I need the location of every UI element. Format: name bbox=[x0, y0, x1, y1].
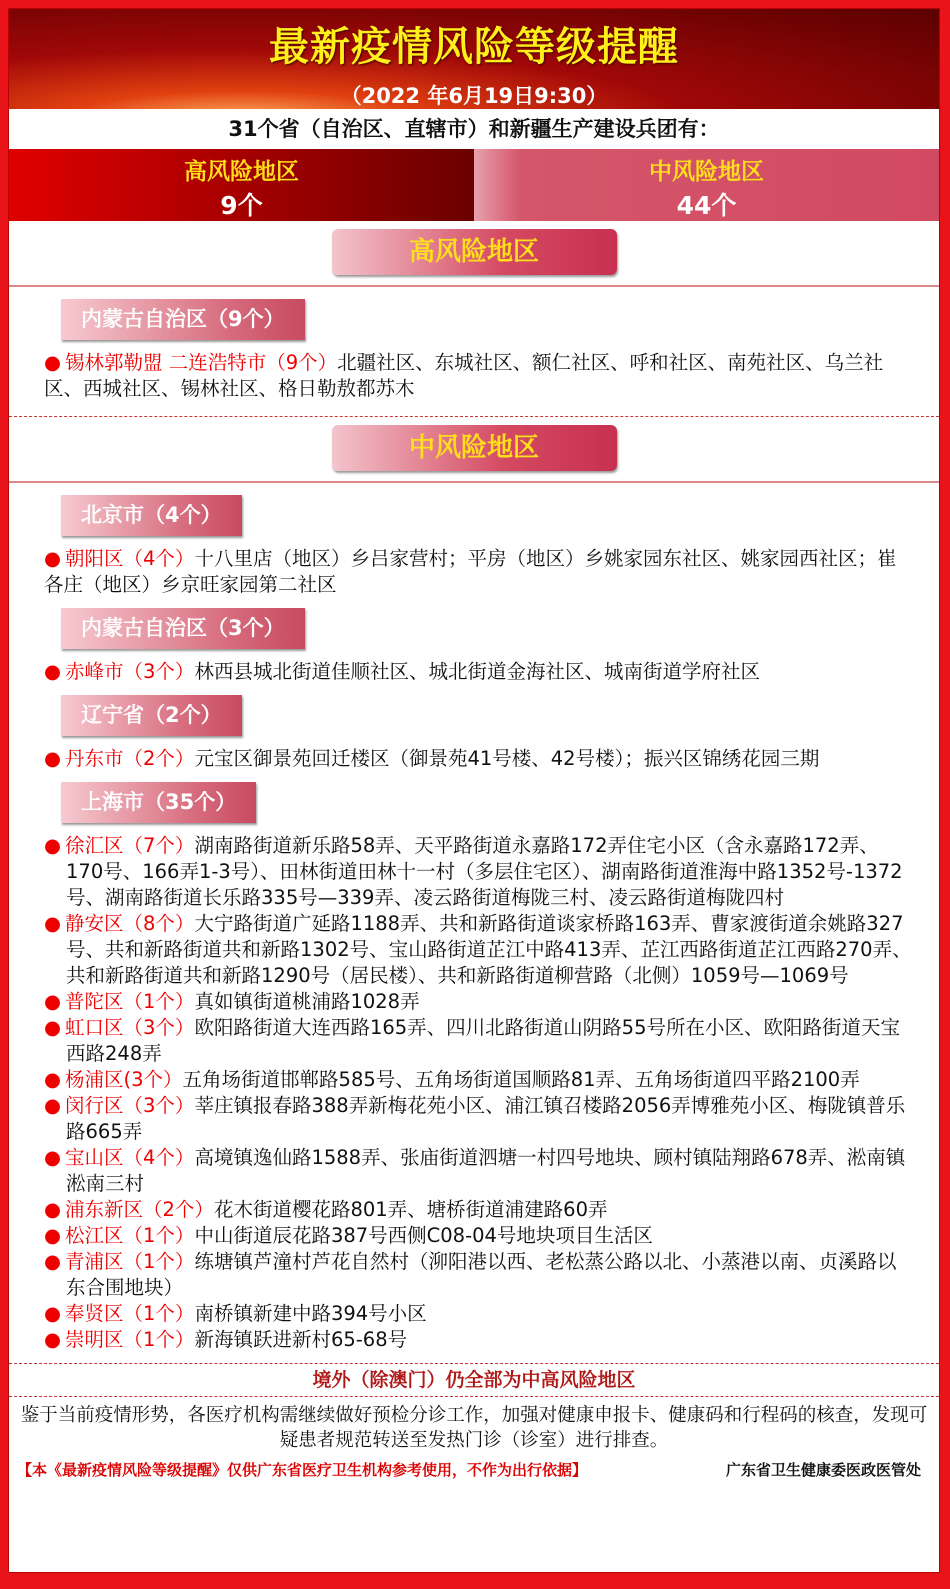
district-item bbox=[44, 1327, 913, 1353]
district-item bbox=[44, 911, 913, 989]
district-areas: 花木街道樱花路801弄、塘桥街道浦建路60弄 bbox=[213, 1198, 608, 1221]
district-item bbox=[44, 746, 913, 772]
mid-risk-section bbox=[9, 425, 939, 1353]
bullet-icon: ● bbox=[44, 834, 62, 857]
mid-risk-count: 44个 bbox=[676, 191, 737, 220]
district-name: 朝阳区（4个） bbox=[65, 547, 195, 570]
district-list bbox=[9, 833, 939, 1353]
district-name: 崇明区（1个） bbox=[65, 1328, 195, 1351]
province-block bbox=[9, 495, 939, 536]
district-areas: 林西县城北街道佳顺社区、城北街道金海社区、城南街道学府社区 bbox=[194, 660, 760, 683]
district-name: 奉贤区（1个） bbox=[65, 1302, 195, 1325]
bullet-icon: ● bbox=[44, 1328, 62, 1351]
district-name: 杨浦区(3个） bbox=[65, 1068, 183, 1091]
bullet-icon: ● bbox=[44, 1146, 62, 1169]
high-risk-stat bbox=[9, 149, 474, 221]
bullet-icon: ● bbox=[44, 1016, 62, 1039]
high-risk-section bbox=[9, 229, 939, 402]
bullet-icon: ● bbox=[44, 1094, 62, 1117]
bullet-icon: ● bbox=[44, 990, 62, 1013]
province-tab: 内蒙古自治区（9个） bbox=[61, 299, 305, 340]
province-tab: 辽宁省（2个） bbox=[61, 695, 242, 736]
district-list bbox=[9, 350, 939, 402]
province-tab: 北京市（4个） bbox=[61, 495, 242, 536]
province-block bbox=[9, 608, 939, 649]
district-item bbox=[44, 1197, 913, 1223]
district-name: 浦东新区（2个） bbox=[65, 1198, 214, 1221]
district-name: 丹东市（2个） bbox=[65, 747, 195, 770]
divider bbox=[9, 285, 939, 287]
district-areas: 莘庄镇报春路388弄新梅花苑小区、浦江镇召楼路2056弄博雅苑小区、梅陇镇普乐路665弄 bbox=[66, 1094, 906, 1143]
district-areas: 十八里店（地区）乡吕家营村；平房（地区）乡姚家园东社区、姚家园西社区；崔各庄（地区）乡京旺家园第二社区 bbox=[44, 547, 897, 596]
district-list bbox=[9, 546, 939, 598]
province-tab: 上海市（35个） bbox=[61, 782, 256, 823]
issuer: 广东省卫生健康委医政医管处 bbox=[725, 1461, 921, 1479]
district-name: 青浦区（1个） bbox=[65, 1250, 195, 1273]
district-item bbox=[44, 1067, 913, 1093]
district-item bbox=[44, 1249, 913, 1301]
bullet-icon: ● bbox=[44, 1198, 62, 1221]
bullet-icon: ● bbox=[44, 547, 62, 570]
district-item bbox=[44, 659, 913, 685]
disclaimer: 【本《最新疫情风险等级提醒》仅供广东省医疗卫生机构参考使用，不作为出行依据】 bbox=[17, 1461, 588, 1479]
district-item bbox=[44, 350, 913, 402]
page-title: 最新疫情风险等级提醒 bbox=[269, 24, 679, 70]
district-name: 宝山区（4个） bbox=[65, 1146, 195, 1169]
district-list bbox=[9, 746, 939, 772]
district-areas: 南桥镇新建中路394号小区 bbox=[194, 1302, 427, 1325]
district-areas: 北疆社区、东城社区、额仁社区、呼和社区、南苑社区、乌兰社区、西城社区、锡林社区、格日勒敖都苏木 bbox=[44, 351, 884, 400]
bullet-icon: ● bbox=[44, 660, 62, 683]
district-name: 徐汇区（7个） bbox=[65, 834, 195, 857]
mid-risk-stat bbox=[474, 149, 939, 221]
district-areas: 元宝区御景苑回迁楼区（御景苑41号楼、42号楼）；振兴区锦绣花园三期 bbox=[194, 747, 820, 770]
notice-text: 鉴于当前疫情形势，各医疗机构需继续做好预检分诊工作，加强对健康申报卡、健康码和行程码的核查，发现可疑患者规范转送至发热门诊（诊室）进行排查。 bbox=[20, 1405, 928, 1451]
district-areas: 五角场街道邯郸路585号、五角场街道国顺路81弄、五角场街道四平路2100弄 bbox=[182, 1068, 860, 1091]
district-areas: 大宁路街道广延路1188弄、共和新路街道谈家桥路163弄、曹家渡街道余姚路327号、共和新路街道共和新路1302号、宝山路街道芷江中路413弄、芷江西路街道芷江西路270弄、共和新路街道共和新路1290号（居民楼）、共和新路街道柳营路（北侧）1059号—1069号 bbox=[66, 912, 912, 987]
district-item bbox=[44, 1145, 913, 1197]
district-areas: 中山街道辰花路387号西侧C08-04号地块项目生活区 bbox=[194, 1224, 653, 1247]
district-item bbox=[44, 1301, 913, 1327]
high-risk-label: 高风险地区 bbox=[184, 159, 299, 185]
bullet-icon: ● bbox=[44, 912, 62, 935]
notice-poster bbox=[8, 8, 940, 1573]
district-areas: 练塘镇芦潼村芦花自然村（泖阳港以西、老松蒸公路以北、小蒸港以南、贞溪路以东合围地块） bbox=[66, 1250, 897, 1299]
province-block bbox=[9, 782, 939, 823]
district-areas: 新海镇跃进新村65-68号 bbox=[194, 1328, 408, 1351]
district-name: 赤峰市（3个） bbox=[65, 660, 195, 683]
footer bbox=[9, 1453, 939, 1480]
district-name: 锡林郭勒盟 二连浩特市（9个） bbox=[65, 351, 338, 374]
district-name: 静安区（8个） bbox=[65, 912, 195, 935]
district-areas: 欧阳路街道大连西路165弄、四川北路街道山阴路55号所在小区、欧阳路街道天宝西路248弄 bbox=[66, 1016, 900, 1065]
divider bbox=[9, 481, 939, 483]
district-areas: 高境镇逸仙路1588弄、张庙街道泗塘一村四号地块、顾村镇陆翔路678弄、淞南镇淞南三村 bbox=[66, 1146, 906, 1195]
section-title-pill: 高风险地区 bbox=[332, 229, 617, 275]
abroad-note: 境外（除澳门）仍全部为中高风险地区 bbox=[312, 1369, 636, 1391]
district-areas: 湖南路街道新乐路58弄、天平路街道永嘉路172弄住宅小区（含永嘉路172弄、170号、166弄1-3号）、田林街道田林十一村（多层住宅区）、湖南路街道淮海中路1352号-1372号、湖南路街道长乐路335号—339弄、凌云路街道梅陇三村、凌云路街道梅陇四村 bbox=[66, 834, 903, 909]
district-name: 闵行区（3个） bbox=[65, 1094, 195, 1117]
district-item bbox=[44, 1223, 913, 1249]
section-title-pill: 中风险地区 bbox=[332, 425, 617, 471]
risk-stats bbox=[9, 149, 939, 221]
bullet-icon: ● bbox=[44, 1224, 62, 1247]
district-item bbox=[44, 989, 913, 1015]
header-banner bbox=[9, 9, 939, 109]
district-name: 虹口区（3个） bbox=[65, 1016, 195, 1039]
district-areas: 真如镇街道桃浦路1028弄 bbox=[194, 990, 420, 1013]
summary-subtitle: 31个省（自治区、直辖市）和新疆生产建设兵团有： bbox=[228, 117, 720, 141]
update-time: （2022 年6月19日9:30） bbox=[340, 84, 608, 108]
district-list bbox=[9, 659, 939, 685]
district-item bbox=[44, 546, 913, 598]
province-tab: 内蒙古自治区（3个） bbox=[61, 608, 305, 649]
district-name: 松江区（1个） bbox=[65, 1224, 195, 1247]
province-block bbox=[9, 695, 939, 736]
district-name: 普陀区（1个） bbox=[65, 990, 195, 1013]
district-item bbox=[44, 833, 913, 911]
high-risk-count: 9个 bbox=[220, 191, 263, 220]
district-item bbox=[44, 1093, 913, 1145]
province-block bbox=[9, 299, 939, 340]
mid-risk-label: 中风险地区 bbox=[649, 159, 764, 185]
divider bbox=[9, 416, 939, 417]
bullet-icon: ● bbox=[44, 1068, 62, 1091]
bullet-icon: ● bbox=[44, 1302, 62, 1325]
bullet-icon: ● bbox=[44, 351, 62, 374]
bullet-icon: ● bbox=[44, 1250, 62, 1273]
district-item bbox=[44, 1015, 913, 1067]
bullet-icon: ● bbox=[44, 747, 62, 770]
